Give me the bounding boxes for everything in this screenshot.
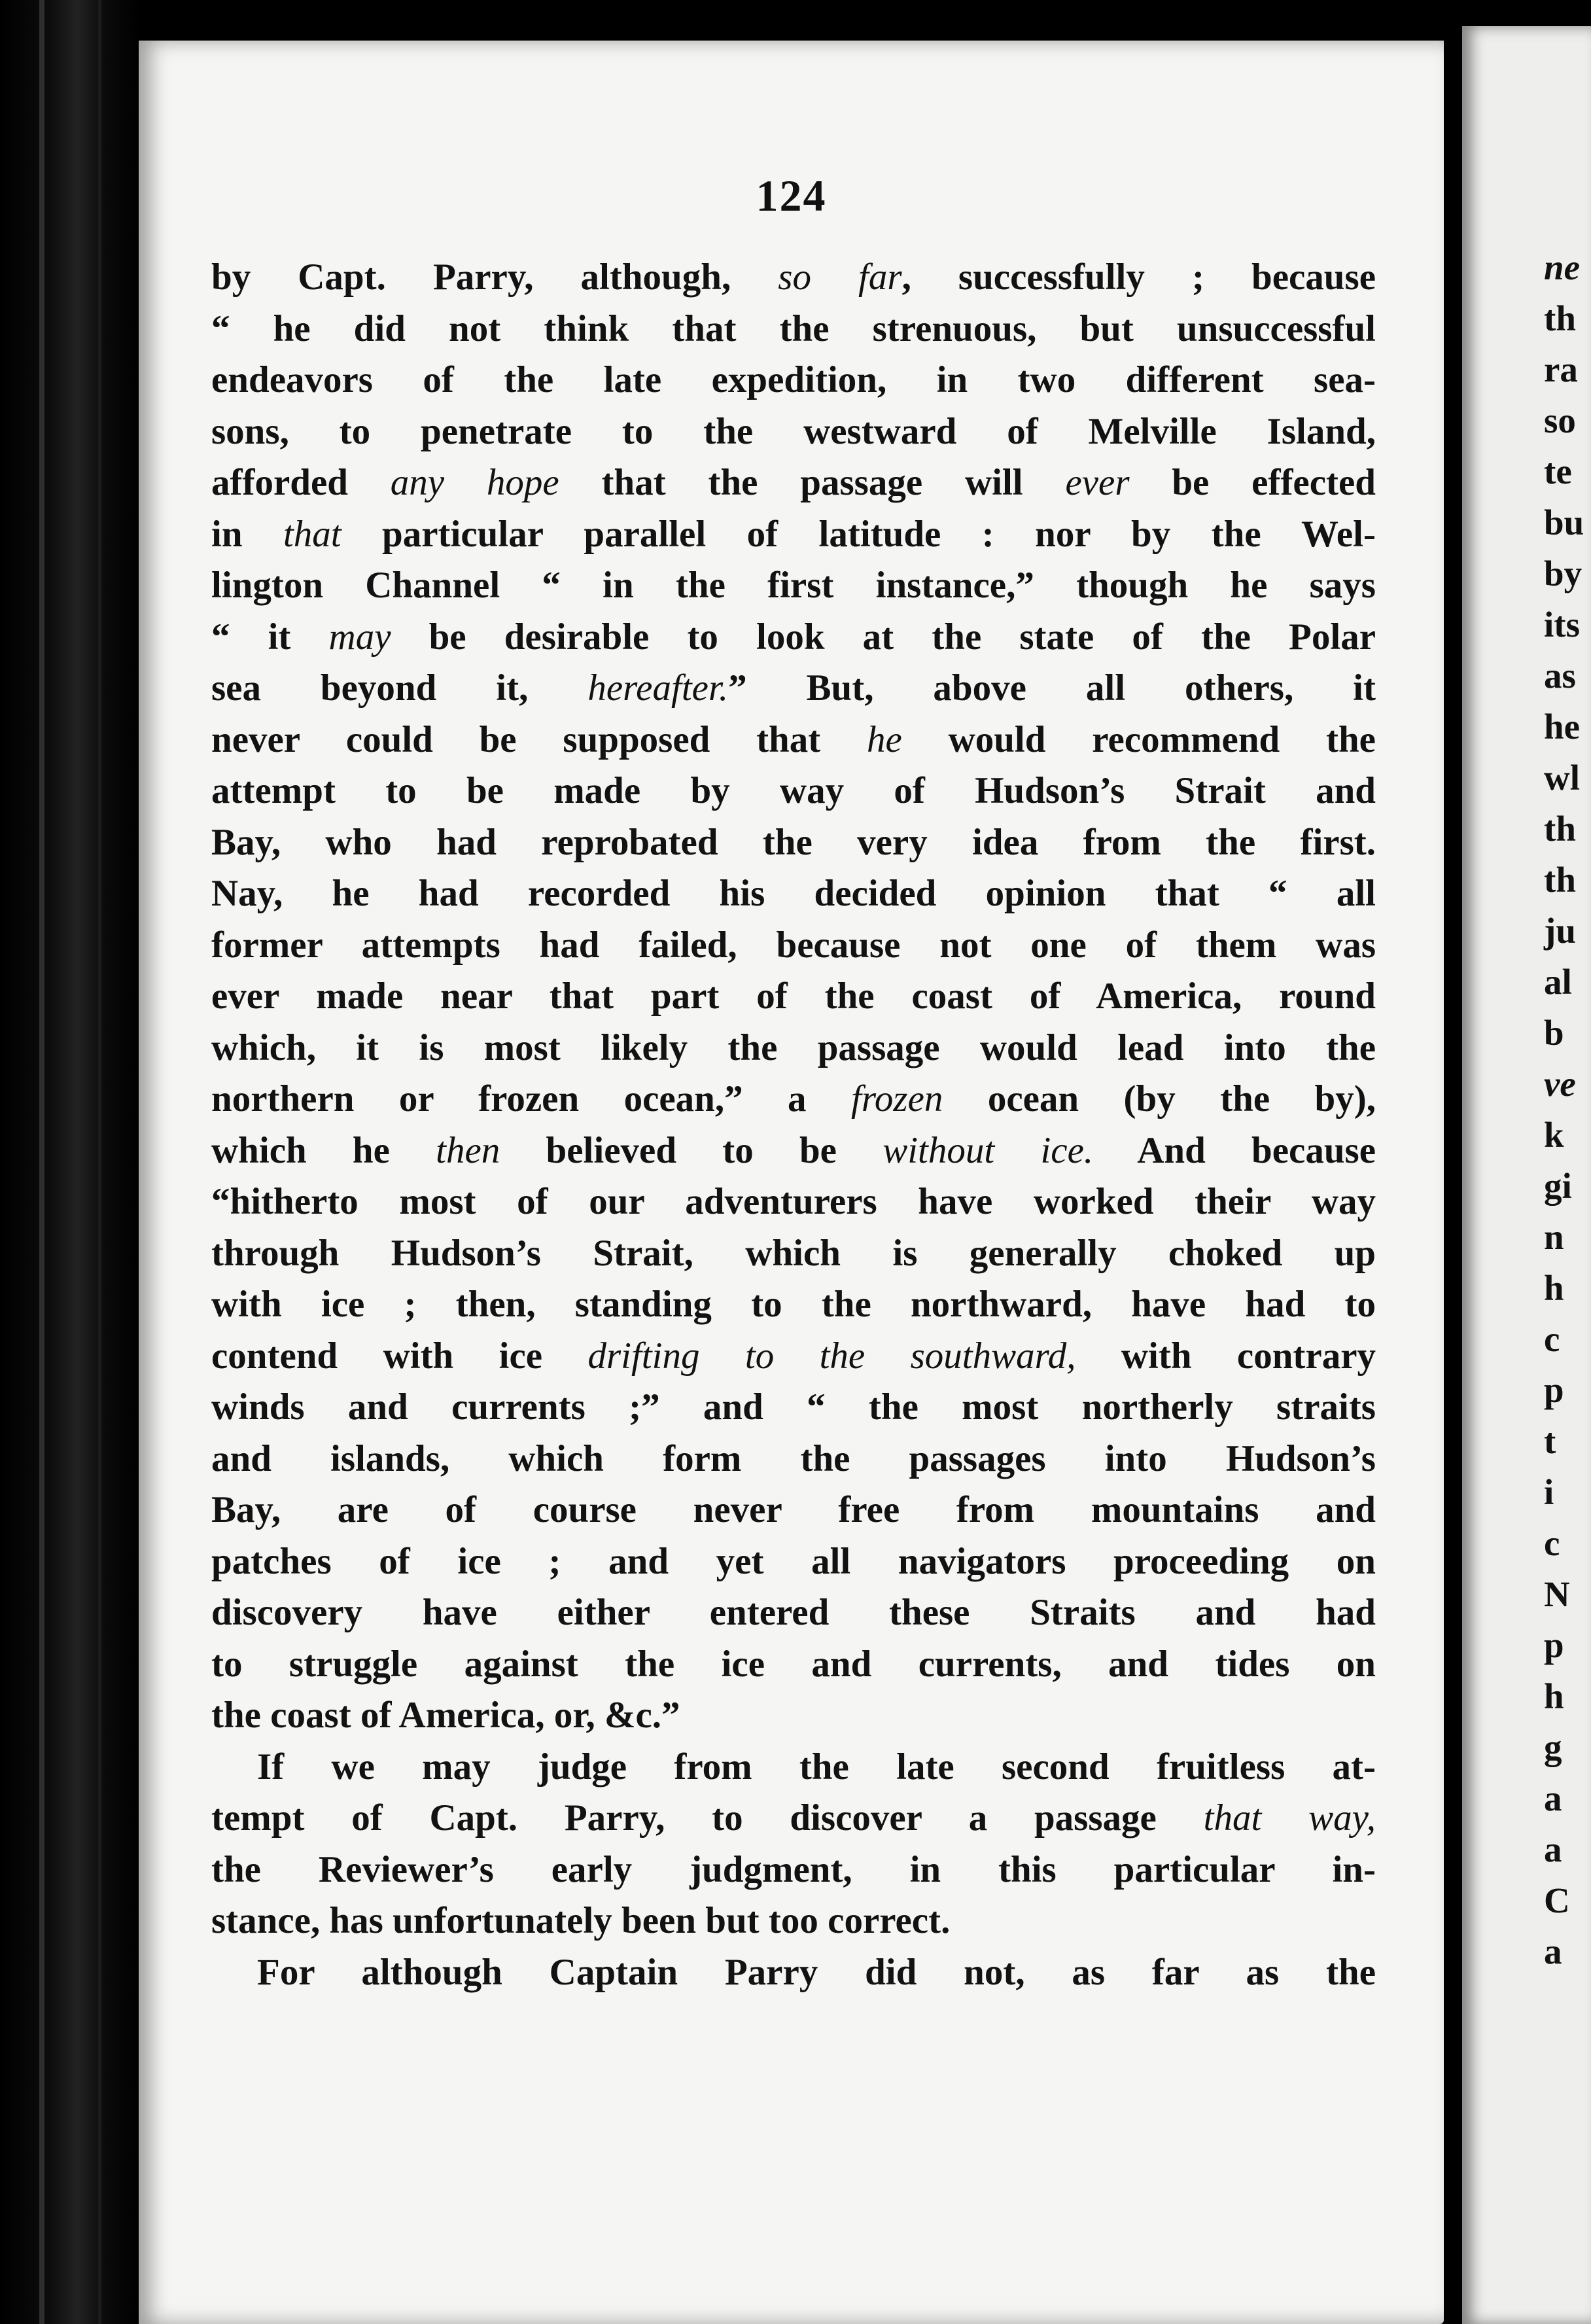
adjacent-page-fragment: t	[1544, 1421, 1556, 1461]
text-line: winds and currents ;” and “ the most northerly straits	[211, 1386, 1376, 1428]
text-line: and islands, which form the passages into Hudson’s	[211, 1437, 1376, 1479]
adjacent-page-fragment: a	[1544, 1931, 1562, 1971]
text-line: endeavors of the late expedition, in two different sea-	[211, 359, 1376, 400]
spine-edge	[39, 0, 44, 2324]
text-line: which he then believed to be without ice. And because	[211, 1129, 1376, 1171]
text-line: which, it is most likely the passage would lead into the	[211, 1027, 1376, 1068]
adjacent-page-fragment: he	[1544, 707, 1580, 747]
text-line: discovery have either entered these Straits and had	[211, 1592, 1376, 1633]
adjacent-page-fragment: th	[1544, 809, 1576, 849]
text-line: through Hudson’s Strait, which is generally choked up	[211, 1232, 1376, 1274]
text-line: ever made near that part of the coast of America, round	[211, 976, 1376, 1017]
text-line: former attempts had failed, because not one of them was	[211, 924, 1376, 966]
text-line: For although Captain Parry did not, as far as the	[257, 1951, 1376, 1993]
text-line: to struggle against the ice and currents, and tides on	[211, 1643, 1376, 1685]
text-line: sons, to penetrate to the westward of Melville Island,	[211, 410, 1376, 452]
adjacent-page-fragment: ra	[1544, 349, 1578, 389]
adjacent-page-fragment: p	[1544, 1370, 1564, 1410]
adjacent-page-fragment: a	[1544, 1778, 1562, 1818]
adjacent-page	[1462, 26, 1591, 2324]
text-line: afforded any hope that the passage will ever be effected	[211, 462, 1376, 503]
page-gutter	[1444, 0, 1462, 2324]
adjacent-page-fragment: b	[1544, 1013, 1564, 1053]
text-line: northern or frozen ocean,” a frozen ocean (by the by),	[211, 1078, 1376, 1119]
adjacent-page-fragment: C	[1544, 1880, 1570, 1920]
text-line: “hitherto most of our adventurers have worked their way	[211, 1181, 1376, 1222]
text-line: Nay, he had recorded his decided opinion that “ all	[211, 873, 1376, 914]
adjacent-page-fragment: wl	[1544, 758, 1580, 798]
adjacent-page-fragment: bu	[1544, 502, 1584, 542]
adjacent-page-fragment: ve	[1544, 1064, 1576, 1104]
text-line: contend with ice drifting to the southward, with contrary	[211, 1335, 1376, 1377]
adjacent-page-fragment: h	[1544, 1676, 1564, 1716]
adjacent-page-fragment: th	[1544, 860, 1576, 900]
adjacent-page-fragment: p	[1544, 1625, 1564, 1665]
text-line: Bay, who had reprobated the very idea from the first.	[211, 821, 1376, 863]
book-spine	[0, 0, 141, 2324]
adjacent-page-fragment: h	[1544, 1268, 1564, 1308]
adjacent-page-fragment: its	[1544, 605, 1580, 644]
text-line: patches of ice ; and yet all navigators proceeding on	[211, 1540, 1376, 1582]
text-line: the Reviewer’s early judgment, in this particular in-	[211, 1848, 1376, 1890]
adjacent-page-fragment: ju	[1544, 911, 1576, 951]
text-line: sea beyond it, hereafter.” But, above all others, it	[211, 667, 1376, 709]
body-text	[211, 252, 1376, 1998]
adjacent-page-fragment: k	[1544, 1115, 1564, 1155]
adjacent-page-fragment: c	[1544, 1319, 1560, 1359]
text-line: the coast of America, or, &c.”	[211, 1695, 680, 1736]
page-number: 124	[756, 171, 827, 220]
adjacent-page-fragment: N	[1544, 1574, 1570, 1614]
adjacent-page-fragment: by	[1544, 554, 1582, 593]
text-line: attempt to be made by way of Hudson’s Strait and	[211, 770, 1376, 811]
text-line: with ice ; then, standing to the northward, have had to	[211, 1284, 1376, 1325]
adjacent-page-fragment: a	[1544, 1829, 1562, 1869]
text-line: tempt of Capt. Parry, to discover a passage that way,	[211, 1797, 1376, 1839]
text-line: stance, has unfortunately been but too correct.	[211, 1900, 951, 1941]
adjacent-page-fragment: g	[1544, 1727, 1562, 1767]
adjacent-page-fragment: as	[1544, 656, 1576, 695]
spine-edge	[98, 0, 101, 2324]
adjacent-page-fragment: c	[1544, 1523, 1560, 1563]
text-line: never could be supposed that he would recommend the	[211, 718, 1376, 760]
adjacent-page-fragment: al	[1544, 962, 1572, 1002]
text-line: “ he did not think that the strenuous, but unsuccessful	[211, 308, 1376, 349]
adjacent-page-fragment: i	[1544, 1472, 1554, 1512]
text-line: lington Channel “ in the first instance,” though he says	[211, 565, 1376, 606]
text-line: If we may judge from the late second fruitless at-	[257, 1746, 1376, 1787]
adjacent-page-fragment: te	[1544, 451, 1572, 491]
adjacent-page-fragment: gi	[1544, 1166, 1572, 1206]
adjacent-page-fragment: ne	[1544, 247, 1580, 287]
text-line: Bay, are of course never free from mountains and	[211, 1489, 1376, 1530]
text-line: in that particular parallel of latitude : nor by the Wel-	[211, 513, 1376, 555]
adjacent-page-fragment: so	[1544, 400, 1576, 440]
adjacent-page-fragment: n	[1544, 1217, 1564, 1257]
text-line: “ it may be desirable to look at the state of the Polar	[211, 616, 1376, 658]
text-line: by Capt. Parry, although, so far, successfully ; because	[211, 256, 1376, 298]
adjacent-page-fragment: th	[1544, 298, 1576, 338]
